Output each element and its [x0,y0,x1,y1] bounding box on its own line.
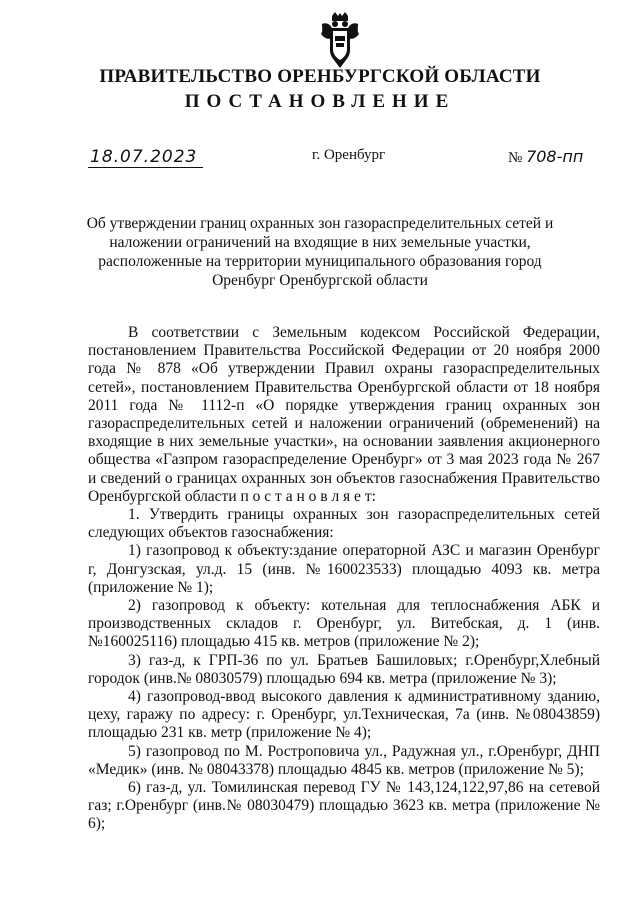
document-date: 18.07.2023 [88,147,203,168]
subclause-4: 4) газопровод-ввод высокого давления к административному зданию, цеху, гаражу по адресу: г. Оренбург, ул.Техническая, 7а (инв. №08043859) площадью 231 кв. метр (приложение № 4); [88,688,600,742]
document-title: Об утверждении границ охранных зон газораспределительных сетей и наложении ограничений на входящие в них земельные участки, расположенные на территории муниципального образования город Оренбург Оренбургской области [86,215,554,289]
subclause-2: 2) газопровод к объекту: котельная для теплоснабжения АБК и производственных складов г. Оренбург, ул. Витебская, д. 1 (инв. №160025116) площадью 415 кв. метров (приложение № 2); [88,597,600,651]
document-city: г. Оренбург [312,147,386,163]
organization-name: ПРАВИТЕЛЬСТВО ОРЕНБУРГСКОЙ ОБЛАСТИ [99,66,541,87]
document-number [508,147,583,167]
subclause-3: 3) газ-д, к ГРП-36 по ул. Братьев Башиловых; г.Оренбург,Хлебный городок (инв.№ 08030579) площадью 694 кв. метра (приложение № 3); [88,651,600,687]
number-prefix: № [508,150,523,166]
number-value: 708-пп [526,147,584,166]
document-type: ПОСТАНОВЛЕНИЕ [184,91,456,112]
subclause-6: 6) газ-д, ул. Томилинская перевод ГУ № 143,124,122,97,86 на сетевой газ; г.Оренбург (инв.№ 08030479) площадью 3623 кв. метра (приложение № 6); [88,779,600,833]
subclause-1: 1) газопровод к объекту:здание операторной АЗС и магазин Оренбург г, Донгузская, ул.д. 15 (инв. №160023533) площадью 4093 кв. метра (приложение № 1); [88,542,600,596]
subclause-5: 5) газопровод по М. Ростроповича ул., Радужная ул., г.Оренбург, ДНП «Медик» (инв. № 08043378) площадью 4845 кв. метров (приложение № 5); [88,742,600,778]
document-body [88,324,600,834]
clause-1: 1. Утвердить границы охранных зон газораспределительных сетей следующих объектов газоснабжения: [88,506,600,542]
intro-paragraph: В соответствии с Земельным кодексом Российской Федерации, постановлением Правительства Российской Федерации от 20 ноября 2000 года № 878 «Об утверждении Правил охраны газораспределительных сетей», постановлением Правительства Оренбургской области от 18 ноября 2011 года № 1112-п «О порядке утверждения границ охранных зон газораспределительных сетей и наложении ограничений (обременений) на входящие в них земельные участки», на основании заявления акционерного общества «Газпром газораспределение Оренбург» от 3 мая 2023 года № 267 и сведений о границах охранных зон объектов газоснабжения Правительство Оренбургской области п о с т а н о в л я е т: [88,324,600,505]
coat-of-arms-icon [318,12,362,68]
